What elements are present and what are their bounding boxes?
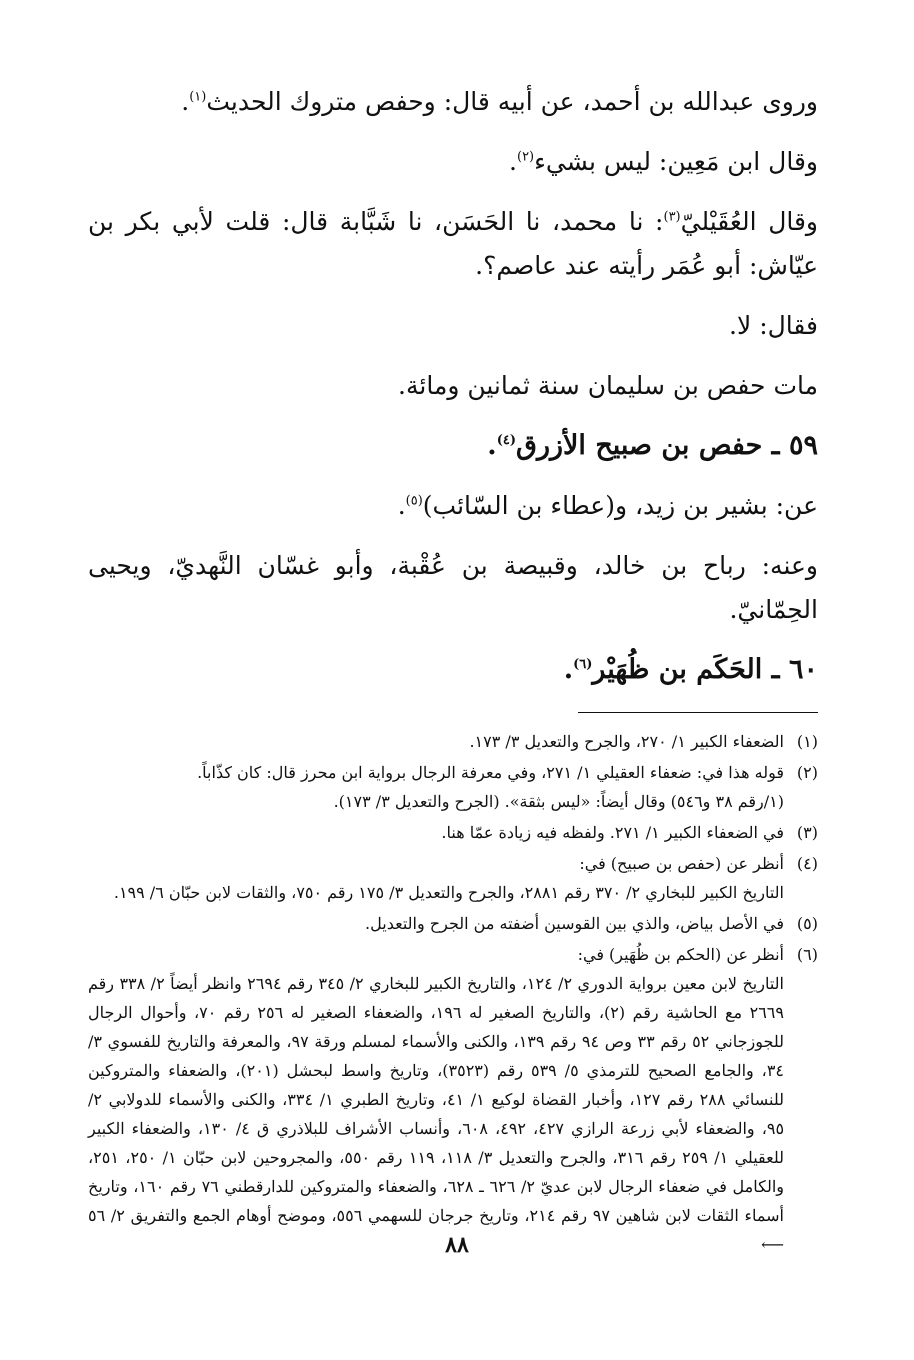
footnote-4 xyxy=(88,849,818,907)
text: وعنه: رباح بن خالد، وقبيصة بن عُقْبة، وأبو غسّان النَّهديّ، ويحيى الحِمّانيّ. xyxy=(88,551,818,624)
footnote-text: التاريخ الكبير للبخاري ٢/ ٣٧٠ رقم ٢٨٨١، والجرح والتعديل ٣/ ١٧٥ رقم ٧٥٠، والثقات لابن حبّان ٦/ ١٩٩. xyxy=(113,883,784,902)
footnote-body xyxy=(88,909,784,938)
footnote-ref-3[interactable]: (٣) xyxy=(663,209,681,225)
footnote-number: (١) xyxy=(796,732,818,751)
paragraph-death xyxy=(88,364,818,408)
footnote-text: أنظر عن (حفص بن صبيح) في: xyxy=(579,854,784,873)
footnotes xyxy=(88,727,818,1259)
main-text xyxy=(88,80,818,692)
footnote-number: (٢) xyxy=(796,763,818,782)
footnote-body xyxy=(88,818,784,847)
paragraph-anhu xyxy=(88,544,818,632)
text: عن: بشير بن زيد، و(عطاء بن السّائب) xyxy=(422,491,818,520)
footnote-5 xyxy=(88,909,818,938)
footnote-number: (٣) xyxy=(796,823,818,842)
text: وقال ابن مَعِين: ليس بشيء xyxy=(534,147,818,176)
footnote-text: قوله هذا في: ضعفاء العقيلي ١/ ٢٧١، وفي معرفة الرجال برواية ابن محرز قال: كان كذّاباً. xyxy=(197,763,784,782)
text: ٦٠ ـ الحَكَم بن ظُهَيْر xyxy=(592,654,818,685)
footnote-ref-4[interactable]: (٤) xyxy=(496,433,516,448)
footnote-1 xyxy=(88,727,818,756)
footnote-text: في الضعفاء الكبير ١/ ٢٧١. ولفظه فيه زيادة عمّا هنا. xyxy=(441,823,784,842)
paragraph-an xyxy=(88,484,818,528)
footnote-ref-6[interactable]: (٦) xyxy=(573,657,593,672)
page-number: ٨٨ xyxy=(445,1232,469,1258)
text: وقال العُقَيْليّ xyxy=(680,207,818,236)
footnote-body xyxy=(88,940,784,1259)
footnote-2 xyxy=(88,758,818,816)
page-content xyxy=(88,80,818,1261)
footnote-text: الضعفاء الكبير ١/ ٢٧٠، والجرح والتعديل ٣/ ١٧٣. xyxy=(469,732,784,751)
footnote-text: (١/رقم ٣٨ و٥٤٦) وقال أيضاً: «ليس بثقة». (الجرح والتعديل ٣/ ١٧٣). xyxy=(333,792,784,811)
text: . xyxy=(487,430,497,461)
paragraph-abdullah xyxy=(88,80,818,124)
text: مات حفص بن سليمان سنة ثمانين ومائة. xyxy=(398,371,818,400)
text: . xyxy=(181,87,190,116)
footnote-body xyxy=(88,758,784,816)
footnote-body xyxy=(88,849,784,907)
footnote-ref-2[interactable]: (٢) xyxy=(516,149,535,165)
paragraph-answer xyxy=(88,304,818,348)
paragraph-ibn-main xyxy=(88,140,818,184)
paragraph-uqayli xyxy=(88,200,818,288)
footnote-6 xyxy=(88,940,818,1259)
text: وروى عبدالله بن أحمد، عن أبيه قال: وحفص متروك الحديث xyxy=(206,87,818,116)
text: . xyxy=(563,654,574,685)
footnote-3 xyxy=(88,818,818,847)
text: . xyxy=(509,147,517,176)
footnote-number: (٦) xyxy=(796,945,818,964)
footnote-body xyxy=(88,727,784,756)
footnote-number: (٤) xyxy=(796,854,818,873)
footnote-number: (٥) xyxy=(796,914,818,933)
text: : نا محمد، نا الحَسَن، نا شَبَّابة قال: قلت لأبي بكر بن عيّاش: أبو عُمَر رأيته عند عاصم؟. xyxy=(88,207,818,280)
text: فقال: لا. xyxy=(729,311,818,340)
text: . xyxy=(397,491,406,520)
text: ٥٩ ـ حفص بن صبيح الأزرق xyxy=(516,430,818,461)
footnote-text: التاريخ لابن معين برواية الدوري ٢/ ١٢٤، والتاريخ الكبير للبخاري ٢/ ٣٤٥ رقم ٢٦٩٤ وانظر أيضاً ٢/ ٣٣٨ رقم ٢٦٦٩ مع الحاشية رقم (٢)، والتاريخ الصغير له ١٩٦، والضعفاء الصغير له ٢٥٦ رقم ٧٠، وأحوال الرجال للجوزجاني ٥٢ رقم ٣٣ وص ٩٤ رقم ١٣٩، والكنى والأسماء لمسلم ورقة ٩٧، والمعرفة والتاريخ للفسوي ٣/ ٣٤، والجامع الصحيح للترمذي ٥/ ٥٣٩ رقم (٣٥٢٣)، وتاريخ واسط لبحشل (٢٠١)، والضعفاء والمتروكين للنسائي ٢٨٨ رقم ١٢٧، وأخبار القضاة لوكيع ١/ ٤١، وتاريخ الطبري ١/ ٣٣٤، والكنى والأسماء للدولابي ٢/ ٩٥، والضعفاء لأبي زرعة الرازي ٤٢٧، ٤٩٢، ٦٠٨، وأنساب الأشراف للبلاذري ق ٤/ ١٣٠، والضعفاء الكبير للعقيلي ١/ ٢٥٩ رقم ٣١٦، والجرح والتعديل ٣/ ١١٨، ١١٩ رقم ٥٥٠، والمجروحين لابن حبّان ١/ ٢٥٠، ٢٥١، والكامل في ضعفاء الرجال لابن عديّ ٢/ ٦٢٦ ـ ٦٢٨، والضعفاء والمتروكين للدارقطني ٧٦ رقم ١٦٠، وتاريخ أسماء الثقات لابن شاهين ٩٧ رقم ٢١٤، وتاريخ جرجان للسهمي ٥٥٦، وموضح أوهام الجمع والتفريق ٢/ ٥٦ ⟵ xyxy=(88,974,785,1254)
footnote-divider xyxy=(578,712,818,713)
footnote-ref-1[interactable]: (١) xyxy=(189,89,207,105)
footnote-ref-5[interactable]: (٥) xyxy=(405,493,423,509)
footnote-text: في الأصل بياض، والذي بين القوسين أضفته من الجرح والتعديل. xyxy=(365,914,784,933)
footnote-text: أنظر عن (الحكم بن ظُهَير) في: xyxy=(577,945,784,964)
entry-heading-59 xyxy=(88,424,818,468)
entry-heading-60 xyxy=(88,648,818,692)
